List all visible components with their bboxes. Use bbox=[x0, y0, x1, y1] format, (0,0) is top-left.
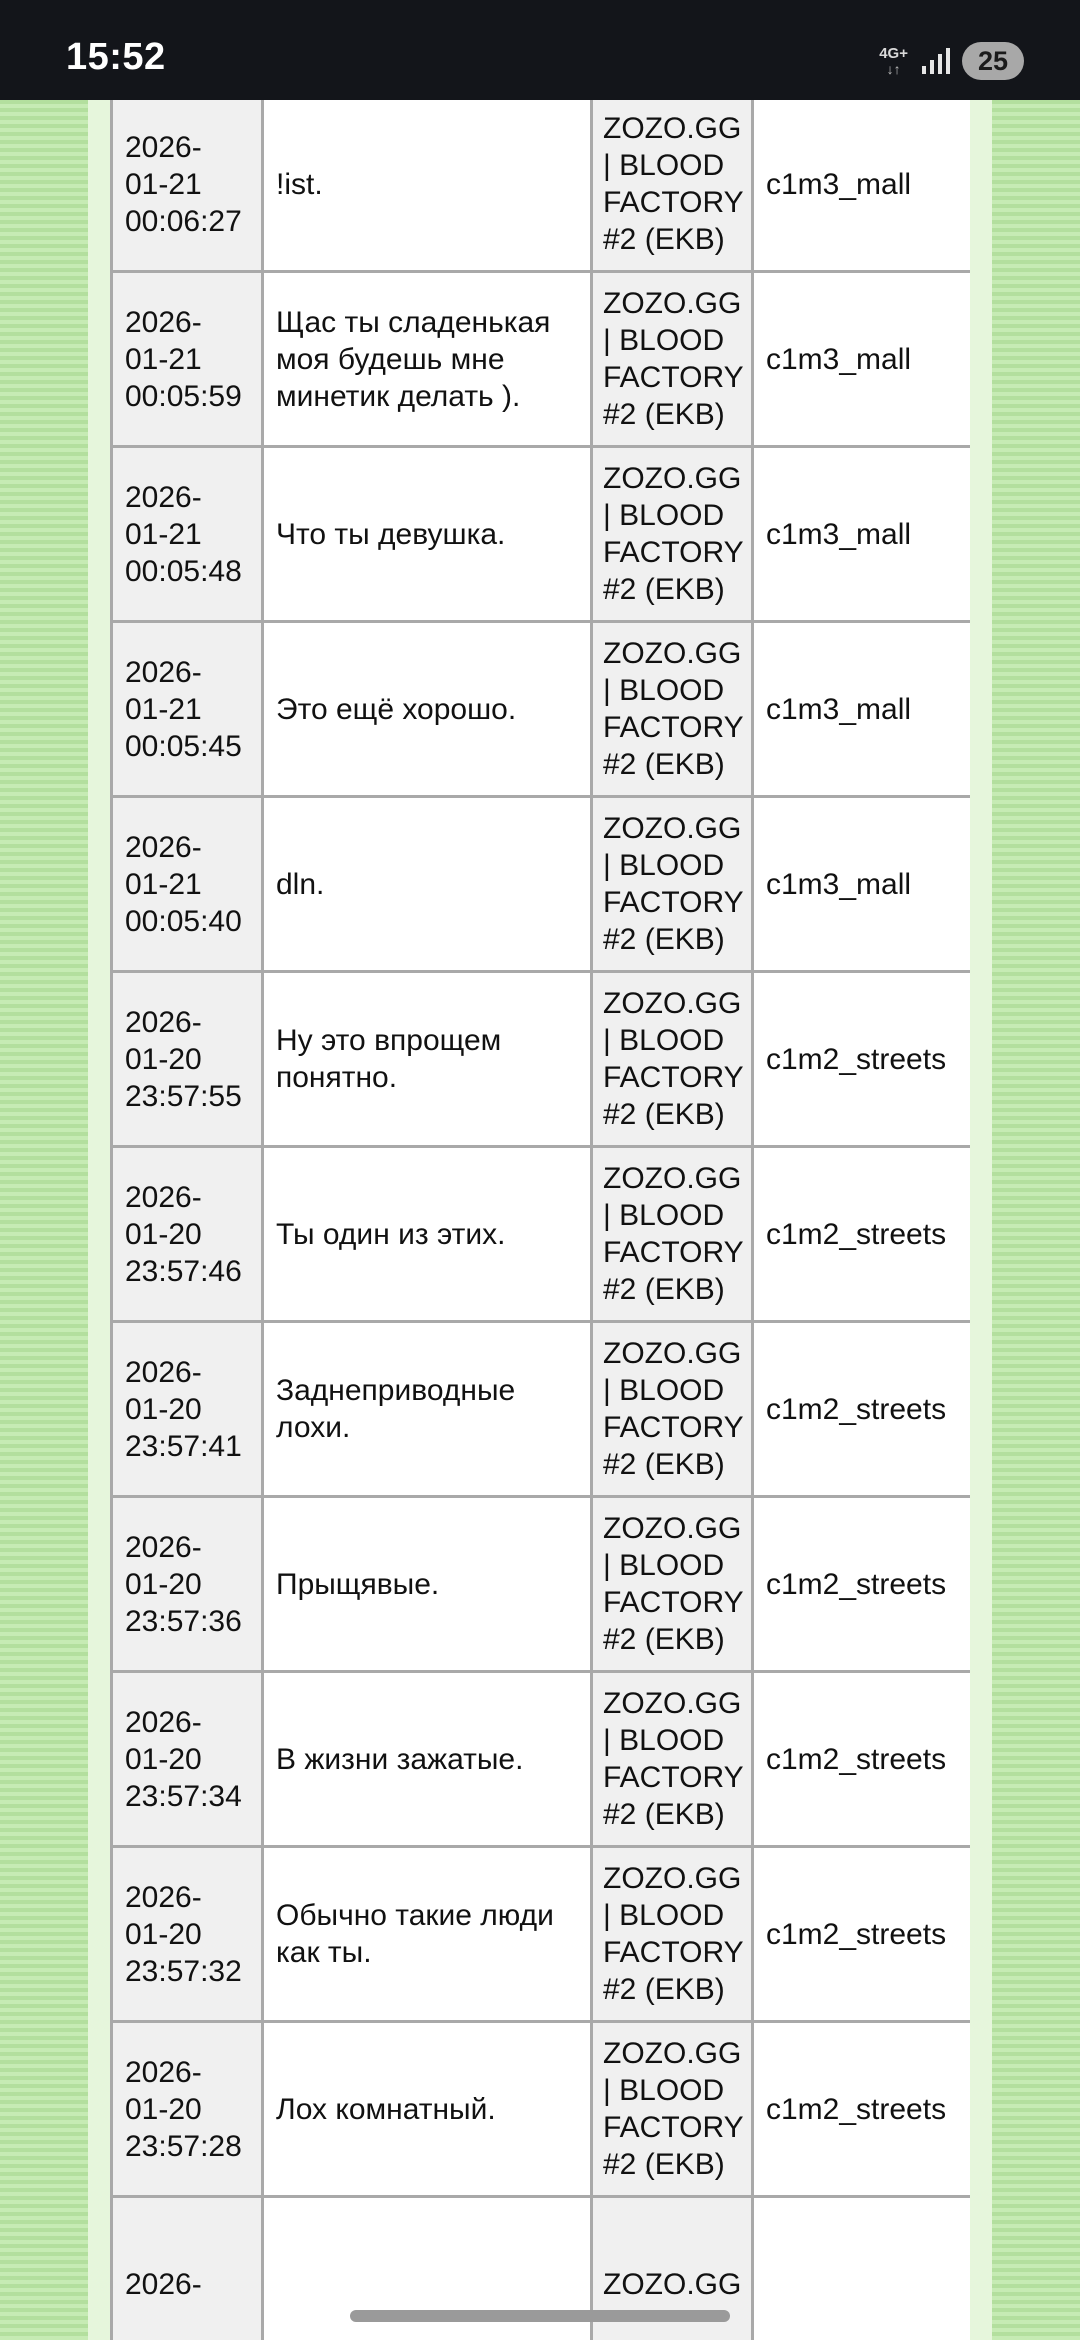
data-arrows-icon: ↓↑ bbox=[886, 61, 901, 77]
map-cell: c1m2_streets bbox=[753, 2022, 971, 2197]
timestamp-date: 2026- 01-20 bbox=[125, 1530, 202, 1601]
timestamp-time: 23:57:28 bbox=[125, 2129, 242, 2163]
battery-icon bbox=[962, 42, 1024, 80]
message-cell: !ist. bbox=[263, 97, 592, 272]
message-cell: dln. bbox=[263, 797, 592, 972]
timestamp-time: 00:06:27 bbox=[125, 204, 242, 238]
message-cell: Прыщявые. bbox=[263, 1497, 592, 1672]
server-cell: ZOZO.GG | BLOOD FACTORY #2 (EKB) bbox=[592, 1147, 753, 1322]
status-bar bbox=[0, 0, 1080, 100]
map-cell: c1m3_mall bbox=[753, 447, 971, 622]
table-row bbox=[112, 1147, 971, 1322]
message-cell: Ты один из этих. bbox=[263, 1147, 592, 1322]
server-cell: ZOZO.GG bbox=[592, 2197, 753, 2340]
map-cell: c1m2_streets bbox=[753, 1322, 971, 1497]
timestamp-cell bbox=[112, 1847, 263, 2022]
message-cell: Ну это впрощем понятно. bbox=[263, 972, 592, 1147]
timestamp-time: 00:05:59 bbox=[125, 379, 242, 413]
timestamp-time: 23:57:46 bbox=[125, 1254, 242, 1288]
home-indicator[interactable] bbox=[350, 2310, 730, 2322]
server-cell: ZOZO.GG | BLOOD FACTORY #2 (EKB) bbox=[592, 1672, 753, 1847]
server-cell: ZOZO.GG | BLOOD FACTORY #2 (EKB) bbox=[592, 97, 753, 272]
map-cell: c1m2_streets bbox=[753, 1497, 971, 1672]
timestamp-date: 2026- bbox=[125, 2267, 202, 2301]
map-cell: c1m3_mall bbox=[753, 272, 971, 447]
server-cell: ZOZO.GG | BLOOD FACTORY #2 (EKB) bbox=[592, 1497, 753, 1672]
map-cell: c1m2_streets bbox=[753, 1147, 971, 1322]
timestamp-cell bbox=[112, 2022, 263, 2197]
timestamp-date: 2026- 01-21 bbox=[125, 655, 202, 726]
table-row bbox=[112, 1847, 971, 2022]
timestamp-date: 2026- 01-20 bbox=[125, 1005, 202, 1076]
message-cell: В жизни зажатые. bbox=[263, 1672, 592, 1847]
table-row bbox=[112, 1672, 971, 1847]
map-cell: c1m3_mall bbox=[753, 622, 971, 797]
map-cell: c1m2_streets bbox=[753, 972, 971, 1147]
server-cell: ZOZO.GG | BLOOD FACTORY #2 (EKB) bbox=[592, 1322, 753, 1497]
map-cell: c1m3_mall bbox=[753, 797, 971, 972]
timestamp-cell bbox=[112, 272, 263, 447]
timestamp-date: 2026- 01-20 bbox=[125, 1355, 202, 1426]
server-cell: ZOZO.GG | BLOOD FACTORY #2 (EKB) bbox=[592, 2022, 753, 2197]
timestamp-time: 23:57:36 bbox=[125, 1604, 242, 1638]
timestamp-date: 2026- 01-21 bbox=[125, 830, 202, 901]
message-cell: Щас ты сладенькая моя будешь мне минетик делать ). bbox=[263, 272, 592, 447]
timestamp-cell bbox=[112, 2197, 263, 2340]
timestamp-date: 2026- 01-20 bbox=[125, 1880, 202, 1951]
status-time: 15:52 bbox=[66, 36, 166, 78]
table-row bbox=[112, 2022, 971, 2197]
message-cell: Заднеприводные лохи. bbox=[263, 1322, 592, 1497]
timestamp-cell bbox=[112, 972, 263, 1147]
timestamp-date: 2026- 01-21 bbox=[125, 130, 202, 201]
table-row bbox=[112, 272, 971, 447]
timestamp-time: 00:05:48 bbox=[125, 554, 242, 588]
timestamp-date: 2026- 01-21 bbox=[125, 305, 202, 376]
timestamp-cell bbox=[112, 1147, 263, 1322]
timestamp-cell bbox=[112, 622, 263, 797]
server-cell: ZOZO.GG | BLOOD FACTORY #2 (EKB) bbox=[592, 972, 753, 1147]
map-cell: c1m2_streets bbox=[753, 1847, 971, 2022]
server-cell: ZOZO.GG | BLOOD FACTORY #2 (EKB) bbox=[592, 622, 753, 797]
timestamp-time: 23:57:32 bbox=[125, 1954, 242, 1988]
timestamp-cell bbox=[112, 1322, 263, 1497]
map-cell: c1m2_streets bbox=[753, 1672, 971, 1847]
timestamp-date: 2026- 01-20 bbox=[125, 1705, 202, 1776]
timestamp-time: 23:57:41 bbox=[125, 1429, 242, 1463]
timestamp-date: 2026- 01-20 bbox=[125, 1180, 202, 1251]
timestamp-time: 00:05:40 bbox=[125, 904, 242, 938]
timestamp-cell bbox=[112, 797, 263, 972]
timestamp-date: 2026- 01-21 bbox=[125, 480, 202, 551]
signal-bars-icon bbox=[920, 46, 950, 76]
battery-level: 25 bbox=[977, 45, 1009, 76]
map-cell bbox=[753, 2197, 971, 2340]
timestamp-time: 23:57:34 bbox=[125, 1779, 242, 1813]
timestamp-time: 23:57:55 bbox=[125, 1079, 242, 1113]
table-row bbox=[112, 447, 971, 622]
chat-log-table bbox=[110, 0, 970, 2340]
table-row bbox=[112, 1497, 971, 1672]
network-type-label: 4G+ bbox=[879, 45, 908, 62]
message-cell: Лох комнатный. bbox=[263, 2022, 592, 2197]
server-cell: ZOZO.GG | BLOOD FACTORY #2 (EKB) bbox=[592, 797, 753, 972]
message-cell: Обычно такие люди как ты. bbox=[263, 1847, 592, 2022]
server-cell: ZOZO.GG | BLOOD FACTORY #2 (EKB) bbox=[592, 447, 753, 622]
status-icons bbox=[879, 40, 1024, 82]
table-row bbox=[112, 797, 971, 972]
timestamp-cell bbox=[112, 1672, 263, 1847]
timestamp-date: 2026- 01-20 bbox=[125, 2055, 202, 2126]
message-cell: Что ты девушка. bbox=[263, 447, 592, 622]
server-cell: ZOZO.GG | BLOOD FACTORY #2 (EKB) bbox=[592, 1847, 753, 2022]
timestamp-cell bbox=[112, 447, 263, 622]
table-row bbox=[112, 1322, 971, 1497]
timestamp-time: 00:05:45 bbox=[125, 729, 242, 763]
table-row bbox=[112, 622, 971, 797]
timestamp-cell bbox=[112, 1497, 263, 1672]
network-type-indicator bbox=[879, 46, 908, 76]
map-cell: c1m3_mall bbox=[753, 97, 971, 272]
table-row bbox=[112, 972, 971, 1147]
server-cell: ZOZO.GG | BLOOD FACTORY #2 (EKB) bbox=[592, 272, 753, 447]
timestamp-cell bbox=[112, 97, 263, 272]
chat-log-table-container[interactable] bbox=[110, 0, 970, 2340]
table-row bbox=[112, 97, 971, 272]
message-cell: Это ещё хорошо. bbox=[263, 622, 592, 797]
